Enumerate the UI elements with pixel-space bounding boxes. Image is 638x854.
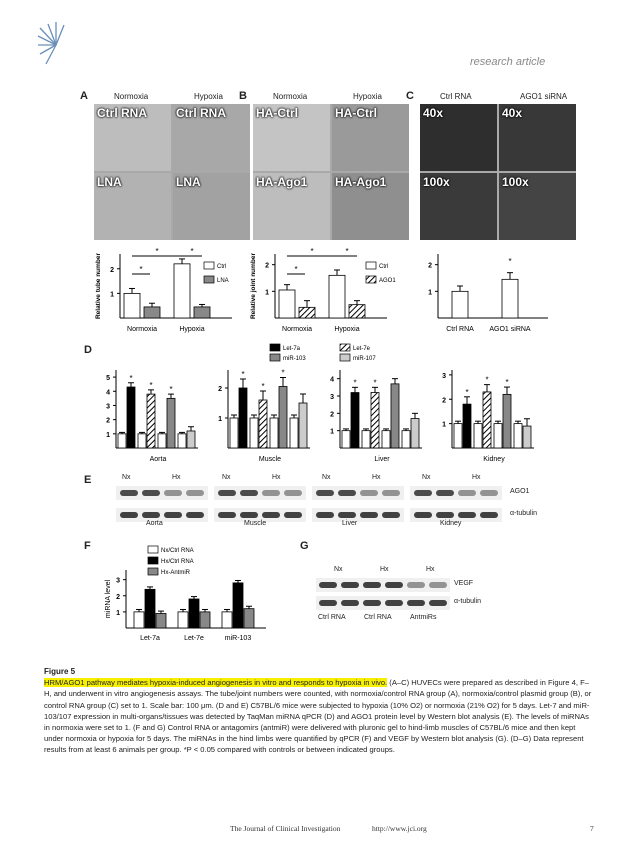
- y-tick-label: 3: [116, 577, 120, 585]
- legend-swatch: [148, 546, 158, 553]
- blot-band: [436, 512, 454, 518]
- blot-band: [414, 512, 432, 518]
- blot-protein-label: AGO1: [510, 488, 530, 495]
- bar: [411, 419, 419, 448]
- bar: [279, 290, 295, 318]
- bar: [349, 305, 365, 318]
- bar: [145, 589, 155, 628]
- significance-star: *: [190, 247, 194, 256]
- blot-condition-label: Nx: [422, 474, 431, 481]
- blot-lane-label: AntmiRs: [410, 614, 437, 621]
- bar: [514, 424, 522, 448]
- significance-star: *: [310, 247, 314, 256]
- y-tick-label: 4: [106, 389, 110, 397]
- blot-band: [218, 490, 236, 496]
- bar: [279, 387, 287, 449]
- panel-letter-d: D: [84, 344, 92, 356]
- blot-band: [341, 600, 359, 606]
- panel-a-column-label: Normoxia: [114, 92, 149, 101]
- panel-letter-g: G: [300, 540, 309, 552]
- blot-band: [262, 490, 280, 496]
- y-tick-label: 4: [330, 376, 334, 384]
- bar: [189, 599, 199, 628]
- caption-highlight: HRM/AGO1 pathway mediates hypoxia-induced angiogenesis in vitro and responds to hypoxia in vivo.: [44, 678, 388, 688]
- blot-band: [480, 490, 498, 496]
- bar: [483, 392, 491, 448]
- legend-swatch: [340, 354, 350, 361]
- blot-band: [316, 490, 334, 496]
- legend-swatch: [340, 344, 350, 351]
- significance-star: *: [169, 385, 173, 395]
- blot-condition-label: Hx: [272, 474, 281, 481]
- bar: [250, 418, 258, 448]
- blot-band: [341, 582, 359, 588]
- micrograph-label: Ctrl RNA: [176, 106, 226, 120]
- blot-band: [385, 600, 403, 606]
- legend-label: Hx-AntmiR: [161, 570, 191, 576]
- blot-band: [385, 582, 403, 588]
- blot-strip: [312, 508, 404, 522]
- y-tick-label: 1: [330, 428, 334, 436]
- panel-letter-f: F: [84, 540, 91, 552]
- figure-caption: [44, 666, 596, 756]
- blot-strip: [312, 486, 404, 500]
- blot-band: [382, 512, 400, 518]
- bar: [502, 279, 518, 318]
- bar: [463, 404, 471, 448]
- micrograph-label: 40x: [423, 106, 444, 120]
- blot-band: [407, 600, 425, 606]
- tissue-label: Liver: [374, 456, 390, 463]
- micrograph-label: 40x: [502, 106, 523, 120]
- bar: [454, 424, 462, 448]
- blot-band: [429, 600, 447, 606]
- legend-label: Ctrl: [379, 264, 389, 270]
- blot-condition-label: Hx: [372, 474, 381, 481]
- legend-swatch: [270, 354, 280, 361]
- y-tick-label: 1: [442, 421, 446, 429]
- y-tick-label: 1: [106, 431, 110, 439]
- blot-band: [360, 512, 378, 518]
- category-label: AGO1 siRNA: [489, 326, 531, 333]
- blot-tissue-label: Kidney: [440, 520, 462, 527]
- category-label: Normoxia: [282, 326, 312, 333]
- blot-strip: [316, 596, 450, 610]
- blot-strip: [214, 486, 306, 500]
- blot-condition-label: Nx: [222, 474, 231, 481]
- significance-star: *: [353, 378, 357, 388]
- blot-lane-label: Ctrl RNA: [364, 614, 392, 621]
- category-label: Let-7a: [140, 635, 160, 642]
- micrograph-label: HA-Ctrl: [335, 106, 377, 120]
- micrograph-label: HA-Ago1: [335, 175, 387, 189]
- significance-star: *: [345, 247, 349, 256]
- legend-swatch: [204, 262, 214, 269]
- significance-star: *: [139, 265, 143, 274]
- blot-band: [338, 512, 356, 518]
- bar: [259, 400, 267, 448]
- blot-band: [316, 512, 334, 518]
- blot-band: [407, 582, 425, 588]
- y-tick-label: 2: [106, 417, 110, 425]
- bar: [167, 398, 175, 448]
- legend-swatch: [270, 344, 280, 351]
- blot-band: [480, 512, 498, 518]
- significance-star: *: [149, 380, 153, 390]
- blot-band: [218, 512, 236, 518]
- bar: [127, 387, 135, 448]
- bar: [329, 275, 345, 318]
- blot-band: [360, 490, 378, 496]
- bar: [178, 612, 188, 628]
- bar: [147, 394, 155, 448]
- y-tick-label: 2: [330, 411, 334, 419]
- blot-band: [414, 490, 432, 496]
- panel-b-column-label: Normoxia: [273, 92, 308, 101]
- legend-swatch: [148, 557, 158, 564]
- legend-label: AGO1: [379, 278, 396, 284]
- bar: [144, 307, 160, 318]
- y-tick-label: 1: [218, 416, 222, 423]
- tissue-label: Aorta: [149, 456, 167, 463]
- blot-band: [363, 582, 381, 588]
- bar: [494, 424, 502, 448]
- legend-label: miR-103: [283, 356, 306, 362]
- tissue-label: Muscle: [258, 456, 282, 463]
- blot-band: [319, 582, 337, 588]
- category-label: miR-103: [224, 635, 252, 642]
- bar: [503, 394, 511, 448]
- category-label: Normoxia: [127, 326, 157, 333]
- y-tick-label: 1: [265, 289, 269, 297]
- blot-tissue-label: Aorta: [146, 520, 163, 527]
- micrograph-label: HA-Ago1: [256, 175, 308, 189]
- y-tick-label: 1: [116, 609, 120, 617]
- panel-c-column-label: AGO1 siRNA: [520, 92, 568, 101]
- bar: [222, 612, 232, 628]
- blot-condition-label: Hx: [426, 566, 435, 573]
- y-axis-label: Relative joint number: [250, 252, 257, 320]
- significance-star: *: [241, 370, 245, 379]
- blot-lane-label: Ctrl RNA: [318, 614, 346, 621]
- blot-protein-label: α-tubulin: [454, 598, 482, 605]
- bar: [178, 434, 186, 448]
- bar: [299, 403, 307, 448]
- significance-star: *: [261, 382, 265, 391]
- blot-band: [284, 512, 302, 518]
- significance-star: *: [465, 387, 469, 397]
- bar: [158, 434, 166, 448]
- blot-band: [164, 512, 182, 518]
- bar: [523, 426, 531, 448]
- bar: [244, 609, 254, 628]
- blot-protein-label: α-tubulin: [510, 510, 538, 517]
- blot-band: [186, 490, 204, 496]
- blot-condition-label: Hx: [172, 474, 181, 481]
- legend-swatch: [148, 568, 158, 575]
- blot-band: [120, 512, 138, 518]
- blot-band: [142, 512, 160, 518]
- y-axis-label: Relative tube number: [95, 252, 102, 320]
- significance-star: *: [505, 378, 509, 388]
- bar: [138, 434, 146, 448]
- significance-star: *: [129, 373, 133, 383]
- y-tick-label: 2: [442, 397, 446, 405]
- bar: [118, 434, 126, 448]
- significance-star: *: [373, 378, 377, 388]
- footer-url[interactable]: http://www.jci.org: [372, 824, 427, 833]
- blot-band: [120, 490, 138, 496]
- bar: [134, 612, 144, 628]
- bar: [233, 583, 243, 628]
- blot-band: [458, 512, 476, 518]
- category-label: Hypoxia: [179, 326, 205, 333]
- y-tick-label: 5: [106, 375, 110, 383]
- legend-label: Ctrl: [217, 264, 227, 270]
- micrograph-label: HA-Ctrl: [256, 106, 298, 120]
- blot-tissue-label: Liver: [342, 520, 358, 527]
- legend-label: LNA: [217, 278, 229, 284]
- blot-band: [363, 600, 381, 606]
- blot-condition-label: Hx: [472, 474, 481, 481]
- footer-journal: The Journal of Clinical Investigation: [230, 824, 341, 833]
- bar: [474, 424, 482, 448]
- bar: [156, 614, 166, 629]
- section-label: research article: [470, 56, 546, 68]
- y-tick-label: 2: [265, 262, 269, 270]
- blot-strip: [410, 486, 502, 500]
- caption-title: Figure 5: [44, 667, 76, 676]
- y-tick-label: 2: [218, 386, 222, 393]
- significance-star: *: [294, 265, 298, 274]
- significance-star: *: [485, 375, 489, 385]
- blot-condition-label: Nx: [334, 566, 343, 573]
- y-tick-label: 2: [110, 266, 114, 274]
- legend-label: Let-7a: [283, 346, 301, 352]
- bar: [402, 431, 410, 448]
- y-tick-label: 3: [106, 403, 110, 411]
- significance-star: *: [281, 368, 285, 378]
- blot-band: [319, 600, 337, 606]
- category-label: Ctrl RNA: [446, 326, 474, 333]
- bar: [124, 293, 140, 318]
- blot-condition-label: Nx: [322, 474, 331, 481]
- bar: [362, 431, 370, 448]
- caption-body: (A–C) HUVECs were prepared as described in Figure 4, F–H, and underwent in vitro angiogenesis assays. The tube/joint numbers were counted, with normoxia/control RNA group (A), normoxia/control plasmid group (B), or control RNA group (C) set to 1. Scale bar: 100 μm. (D and E) C57BL/6 mice were subjected to hypoxia (10% O2) or normoxia (21% O2) for 5 days. Let-7 and miR-103/107 expression in multi-organs/tissues was detected by TaqMan miRNA qPCR (D) and AGO1 protein level by Western blot analysis (E). The levels of miRNAs in normoxia were set to 1. (F and G) Control RNA or antagomirs (antmiR) were delivered with pluronic gel to hind-limb muscles of C57BL/6 mice and then kept under normoxia or hypoxia for 5 days. The miRNAs in the hind limbs were quantified by qPCR (F) and VEGF by Western blot analysis (G). (D–G) Data represent results from at least 6 animals per group. *P < 0.05 compared with controls or between indicated groups.: [44, 678, 592, 755]
- micrograph-label: 100x: [502, 175, 529, 189]
- bar: [187, 431, 195, 448]
- bar: [452, 291, 468, 318]
- blot-strip: [316, 578, 450, 592]
- legend-label: Hx/Ctrl RNA: [161, 559, 194, 565]
- tissue-label: Kidney: [483, 456, 505, 463]
- significance-star: *: [155, 247, 159, 256]
- bar: [382, 431, 390, 448]
- blot-band: [262, 512, 280, 518]
- y-tick-label: 3: [442, 372, 446, 380]
- blot-tissue-label: Muscle: [244, 520, 267, 527]
- category-label: Hypoxia: [334, 326, 360, 333]
- blot-band: [142, 490, 160, 496]
- y-axis-label: miRNA level: [105, 579, 112, 619]
- bar: [391, 384, 399, 448]
- blot-band: [429, 582, 447, 588]
- bar: [371, 393, 379, 448]
- blot-condition-label: Hx: [380, 566, 389, 573]
- bar: [239, 388, 247, 448]
- panel-letter-e: E: [84, 474, 92, 486]
- y-tick-label: 3: [330, 394, 334, 401]
- category-label: Let-7e: [184, 635, 204, 642]
- legend-label: miR-107: [353, 356, 376, 362]
- blot-band: [382, 490, 400, 496]
- panel-letter-c: C: [406, 90, 414, 102]
- micrograph-label: Ctrl RNA: [97, 106, 147, 120]
- panel-b-column-label: Hypoxia: [353, 92, 382, 101]
- significance-star: *: [508, 257, 512, 266]
- blot-band: [284, 490, 302, 496]
- blot-condition-label: Nx: [122, 474, 131, 481]
- y-tick-label: 2: [116, 593, 120, 601]
- blot-band: [164, 490, 182, 496]
- y-tick-label: 2: [428, 262, 432, 270]
- footer-page-number: 7: [590, 824, 594, 833]
- y-tick-label: 1: [428, 289, 432, 297]
- legend-swatch: [366, 276, 376, 283]
- bar: [290, 418, 298, 448]
- legend-swatch: [366, 262, 376, 269]
- micrograph-label: LNA: [176, 175, 201, 189]
- bar: [342, 431, 350, 448]
- bar: [230, 418, 238, 448]
- panel-a-column-label: Hypoxia: [194, 92, 223, 101]
- bar: [299, 307, 315, 318]
- blot-band: [240, 512, 258, 518]
- micrograph-label: 100x: [423, 175, 450, 189]
- y-tick-label: 1: [110, 291, 114, 299]
- micrograph-label: LNA: [97, 175, 122, 189]
- bar: [194, 307, 210, 318]
- blot-band: [436, 490, 454, 496]
- blot-band: [240, 490, 258, 496]
- panel-letter-a: A: [80, 90, 88, 102]
- legend-label: Nx/Ctrl RNA: [161, 548, 194, 554]
- legend-swatch: [204, 276, 214, 283]
- blot-band: [186, 512, 204, 518]
- panel-letter-b: B: [239, 90, 247, 102]
- blot-band: [458, 490, 476, 496]
- blot-band: [338, 490, 356, 496]
- blot-protein-label: VEGF: [454, 580, 474, 587]
- legend-label: Let-7e: [353, 346, 371, 352]
- panel-c-column-label: Ctrl RNA: [440, 92, 472, 101]
- bar: [200, 612, 210, 628]
- blot-strip: [116, 486, 208, 500]
- bar: [270, 418, 278, 448]
- bar: [351, 393, 359, 448]
- bar: [174, 264, 190, 318]
